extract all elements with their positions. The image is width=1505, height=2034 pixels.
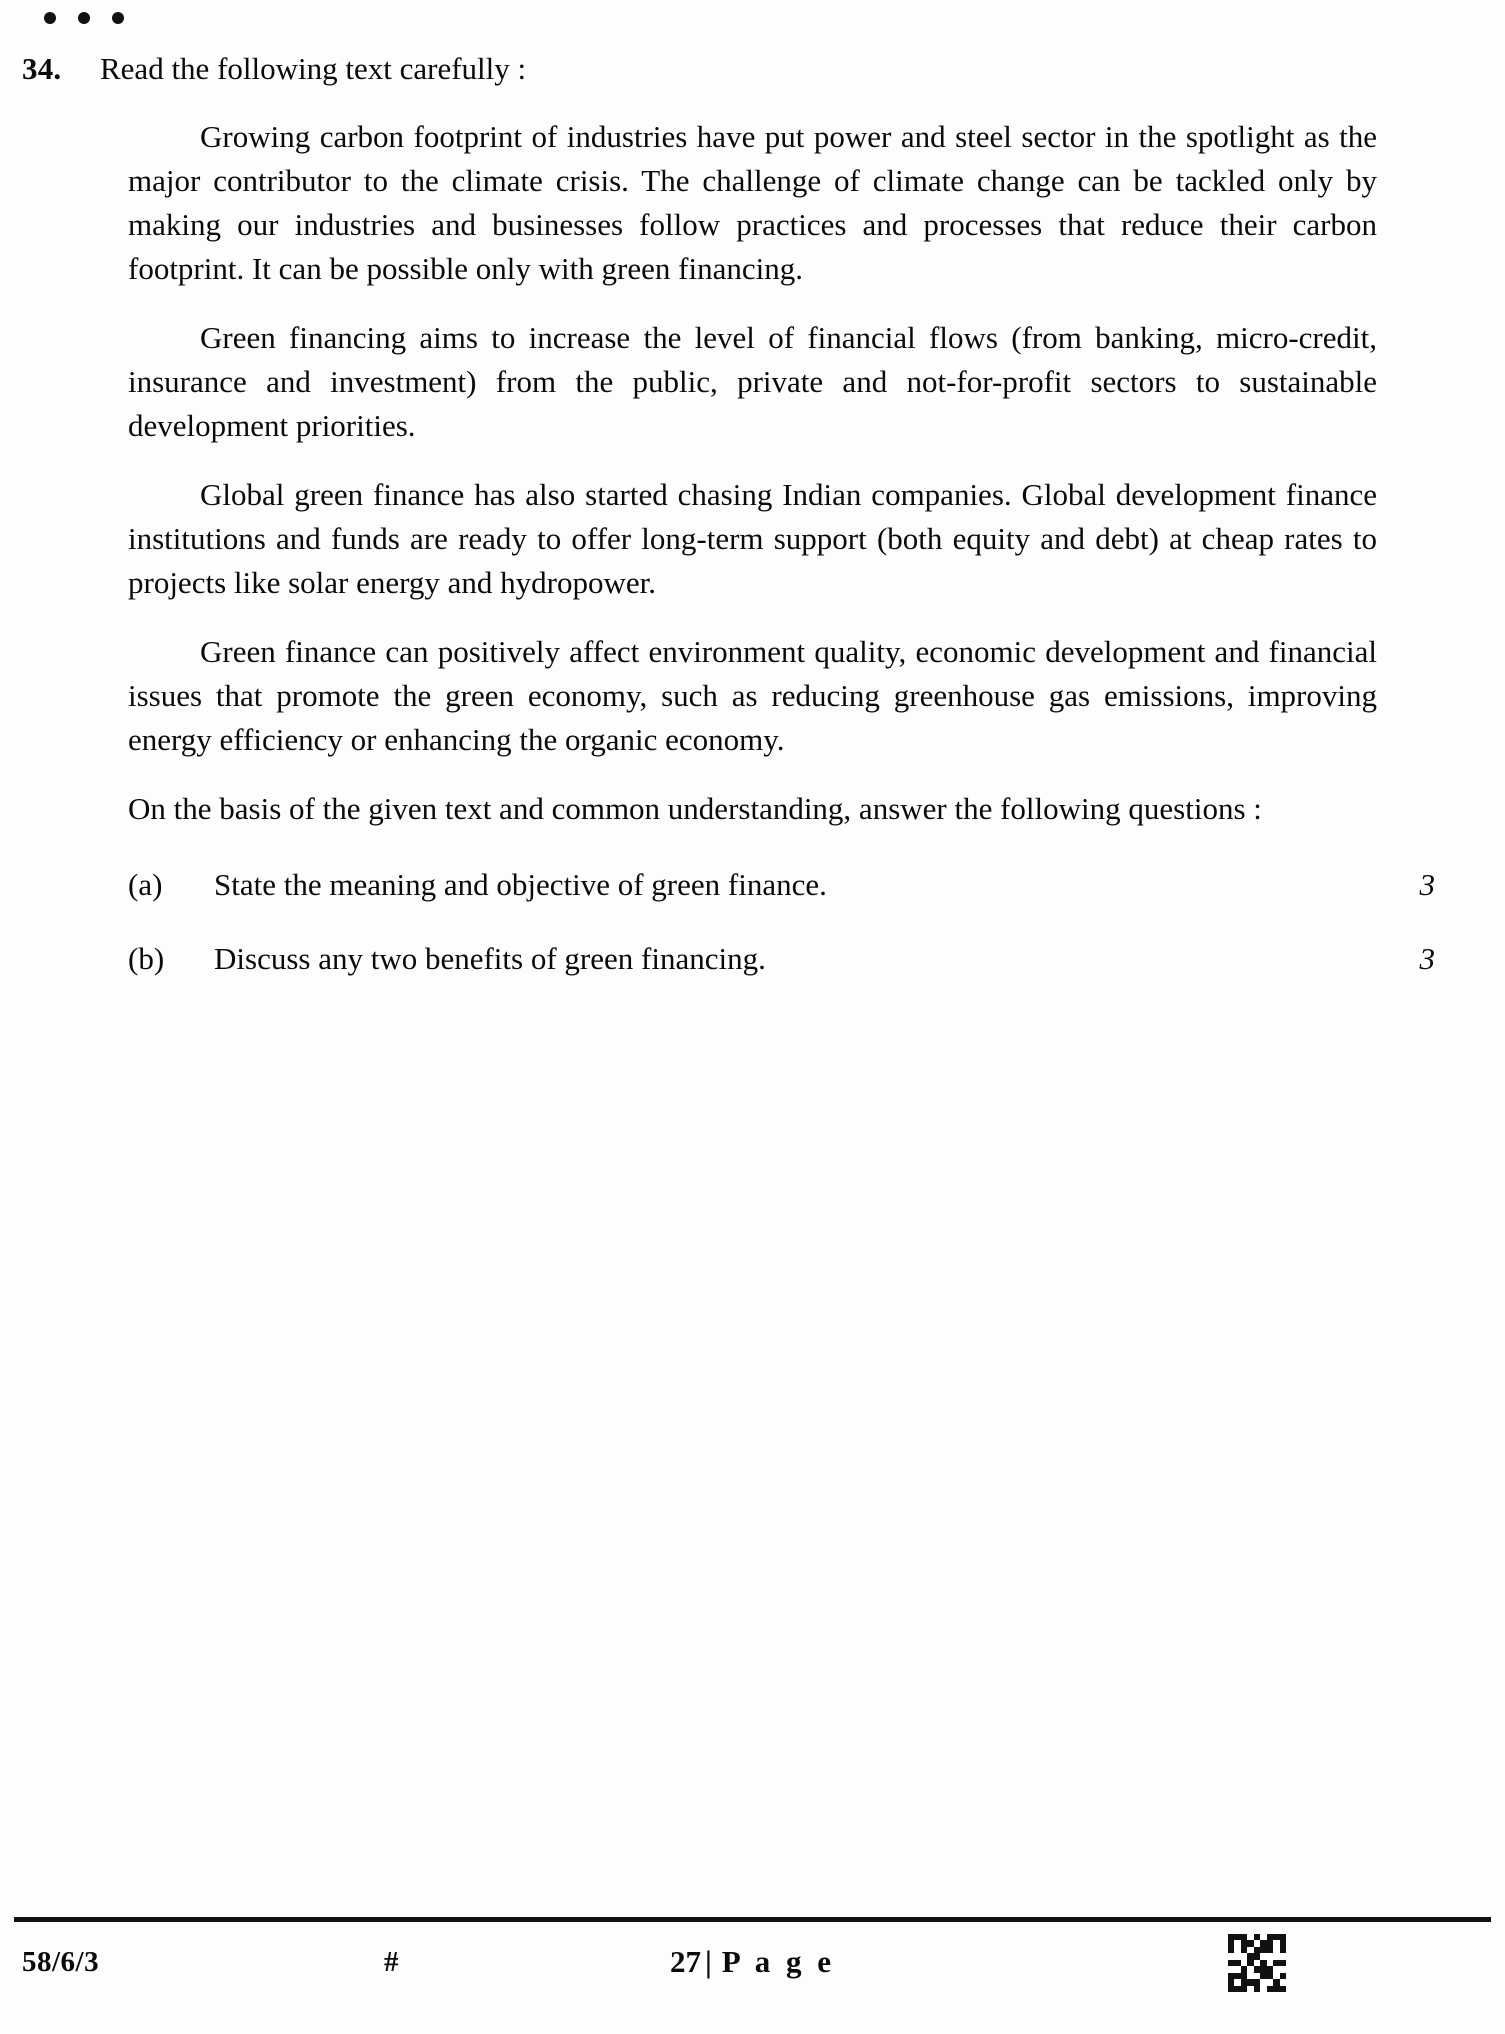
page-number: 27	[669, 1944, 701, 1979]
paper-code: 58/6/3	[22, 1946, 100, 1978]
dot-icon	[44, 12, 56, 24]
sub-question-marks: 3	[1419, 941, 1435, 977]
sub-question-marks: 3	[1419, 866, 1435, 902]
sub-question-label: (b)	[128, 941, 165, 977]
question-instruction: Read the following text carefully :	[100, 51, 527, 86]
qr-code-icon	[1228, 1934, 1286, 1992]
passage-paragraph: Growing carbon footprint of industries have put power and steel sector in the spotlight as the major contributor to the climate crisis. The challenge of climate change can be tackled only by making our industries and businesses follow practices and processes that reduce their carbon footprint. It can be possible only with green financing.	[128, 118, 1377, 286]
continuation-dots	[44, 12, 124, 24]
passage-paragraph: Global green finance has also started chasing Indian companies. Global development finance institutions and funds are ready to offer long-term support (both equity and debt) at cheap rates to projects like solar energy and hydropower.	[128, 476, 1377, 600]
dot-icon	[78, 12, 90, 24]
sub-question-b	[128, 939, 1435, 979]
hash-mark: #	[384, 1946, 399, 1978]
page-label: P a g e	[721, 1944, 836, 1979]
sub-question-text: State the meaning and objective of green finance.	[214, 866, 827, 902]
question-header	[0, 50, 1505, 89]
question-number: 34.	[22, 51, 62, 86]
sub-question-a	[128, 865, 1435, 905]
footer-divider	[14, 1917, 1491, 1922]
passage-paragraph: Green finance can positively affect environment quality, economic development and financial issues that promote the green economy, such as reducing greenhouse gas emissions, improving energy efficiency or enhancing the organic economy.	[128, 633, 1377, 757]
sub-question-label: (a)	[128, 866, 163, 902]
passage-paragraph: Green financing aims to increase the level of financial flows (from banking, micro-credit, insurance and investment) from the public, private and not-for-profit sectors to sustainable development priorities.	[128, 319, 1377, 443]
question-block	[0, 50, 1505, 1014]
page-separator: |	[704, 1944, 712, 1979]
dot-icon	[112, 12, 124, 24]
page-footer	[14, 1932, 1491, 2008]
passage-body	[0, 115, 1505, 831]
sub-question-text: Discuss any two benefits of green financing.	[214, 941, 766, 977]
sub-question-list	[0, 865, 1505, 980]
closing-instruction: On the basis of the given text and common understanding, answer the following questions :	[128, 790, 1262, 826]
